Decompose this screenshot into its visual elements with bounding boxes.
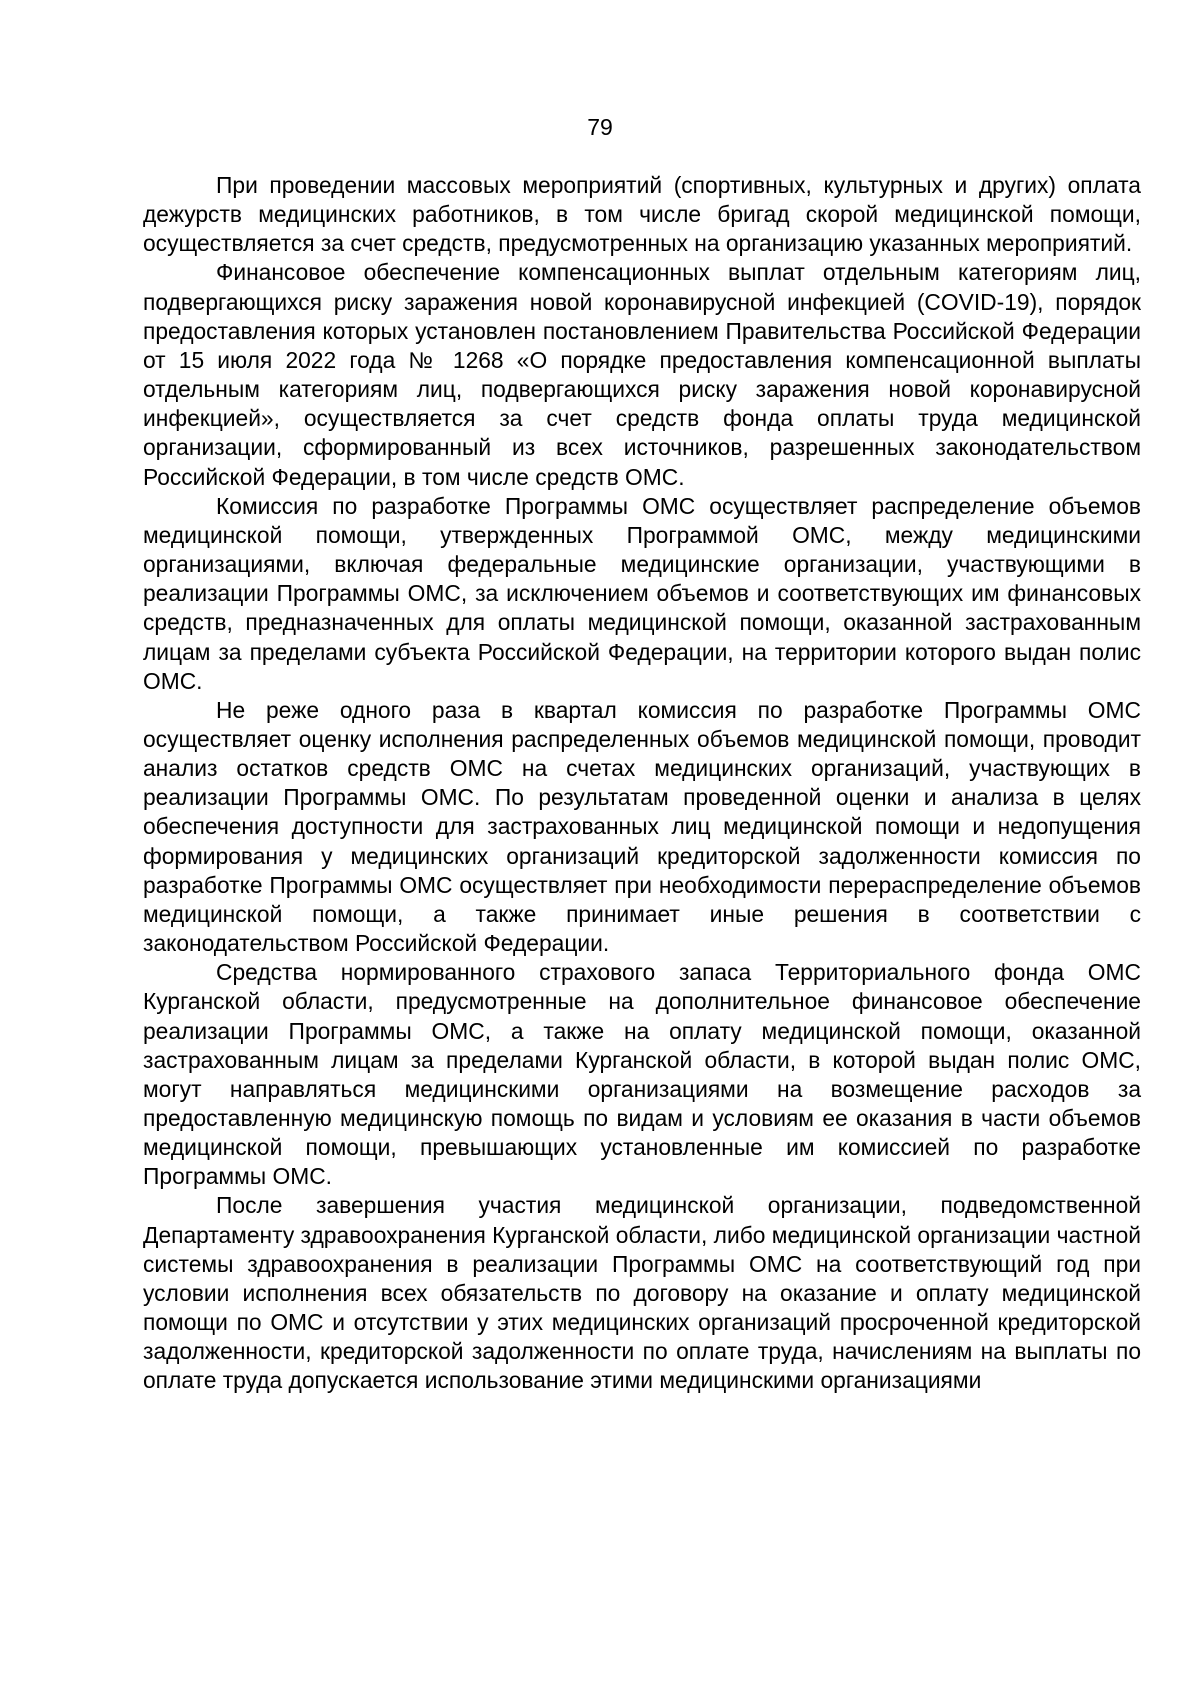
paragraph-program-completion: После завершения участия медицинской организации, подведомственной Департаменту здравоохранения Курганской области, либо медицинской организации частной системы здравоохранения в реализации Программы ОМС на соответствующий год при условии исполнения всех обязательств по договору на оказание и оплату медицинской помощи по ОМС и отсутствии у этих медицинских организаций просроченной кредиторской задолженности, кредиторской задолженности по оплате труда, начислениям на выплаты по оплате труда допускается использование этими медицинскими организациями bbox=[143, 1192, 1141, 1394]
paragraph-quarterly-assessment: Не реже одного раза в квартал комиссия по разработке Программы ОМС осуществляет оценку исполнения распределенных объемов медицинской помощи, проводит анализ остатков средств ОМС на счетах медицинских организаций, участвующих в реализации Программы ОМС. По результатам проведенной оценки и анализа в целях обеспечения доступности для застрахованных лиц медицинской помощи и недопущения формирования у медицинских организаций кредиторской задолженности комиссия по разработке Программы ОМС осуществляет при необходимости перераспределение объемов медицинской помощи, а также принимает иные решения в соответствии с законодательством Российской Федерации. bbox=[143, 696, 1141, 957]
page-number: 79 bbox=[587, 114, 613, 140]
paragraph-mass-events: При проведении массовых мероприятий (спортивных, культурных и других) оплата дежурств медицинских работников, в том числе бригад скорой медицинской помощи, осуществляется за счет средств, предусмотренных на организацию указанных мероприятий. bbox=[143, 172, 1141, 257]
paragraph-volume-distribution: Комиссия по разработке Программы ОМС осуществляет распределение объемов медицинской помощи, утвержденных Программой ОМС, между медицинскими организациями, включая федеральные медицинские организации, участвующими в реализации Программы ОМС, за исключением объемов и соответствующих им финансовых средств, предназначенных для оплаты медицинской помощи, оказанной застрахованным лицам за пределами субъекта Российской Федерации, на территории которого выдан полис ОМС. bbox=[143, 492, 1141, 694]
paragraph-covid-compensation: Финансовое обеспечение компенсационных выплат отдельным категориям лиц, подвергающихся риску заражения новой коронавирусной инфекцией (COVID-19), порядок предоставления которых установлен постановлением Правительства Российской Федерации от 15 июля 2022 года № 1268 «О порядке предоставления компенсационной выплаты отдельным категориям лиц, подвергающихся риску заражения новой коронавирусной инфекцией», осуществляется за счет средств фонда оплаты труда медицинской организации, сформированный из всех источников, разрешенных законодательством Российской Федерации, в том числе средств ОМС. bbox=[143, 259, 1141, 490]
document-body bbox=[143, 171, 1141, 1396]
paragraph-insurance-reserve: Средства нормированного страхового запаса Территориального фонда ОМС Курганской области, предусмотренные на дополнительное финансовое обеспечение реализации Программы ОМС, а также на оплату медицинской помощи, оказанной застрахованным лицам за пределами Курганской области, в которой выдан полис ОМС, могут направляться медицинскими организациями на возмещение расходов за предоставленную медицинскую помощь по видам и условиям ее оказания в части объемов медицинской помощи, превышающих установленные им комиссией по разработке Программы ОМС. bbox=[143, 959, 1141, 1190]
